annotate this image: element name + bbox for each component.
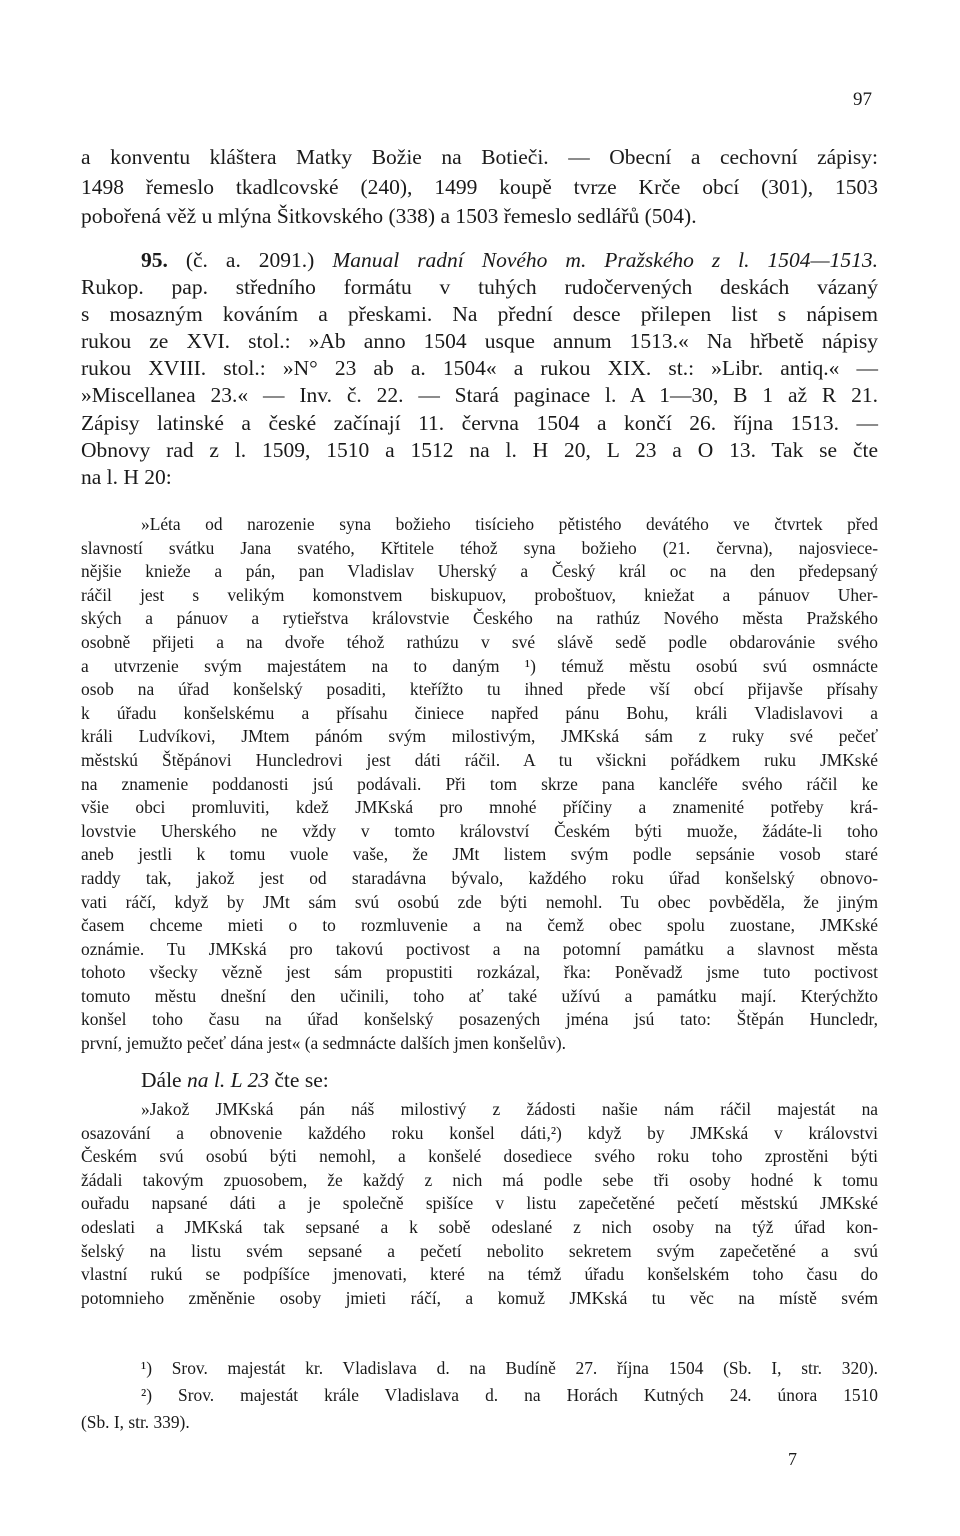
- text-line: 1498 řemeslo tkadlcovské (240), 1499 koupě tvrze Krče obcí (301), 1503: [81, 174, 878, 199]
- quote-line: »Léta od narozenie syna božieho tisícieho pětistého devátého ve čtvrtek před: [141, 514, 878, 534]
- quote-line: odeslati a JMKská tak sepsané a k sobě odeslané z nich osoby na týž úřad kon-: [81, 1216, 878, 1237]
- footnote-1: ¹) Srov. majestát kr. Vladislava d. na Budíně 27. října 1504 (Sb. I, str. 320).: [141, 1358, 878, 1378]
- quote-line: osazování a obnovenie každého roku konšel dáti,²) když by JMKská v královstvi: [81, 1122, 878, 1143]
- text-line: s mosazným kováním a přeskami. Na přední desce přilepen list s nápisem: [81, 302, 878, 327]
- intro-paragraph: [81, 143, 878, 232]
- entry-title: Manual radní Nového m. Pražského z l. 1504—1513.: [332, 248, 879, 272]
- quote-line: tohoto všecky vězně jest sám propustiti rozkázal, řka: Poněvadž jsme tuto poctivost: [81, 962, 878, 983]
- quote-line: ouřadu napsané dáti a je společně spišíce v listu zapečetěné pečetí městskú JMKské: [81, 1193, 878, 1214]
- dale-italic: na l. L 23: [186, 1068, 270, 1092]
- text-line: pobořená věž u mlýna Šitkovského (338) a 1503 řemeslo sedlářů (504).: [81, 204, 697, 228]
- text-line: rukou ze XVI. stol.: »Ab anno 1504 usque annum 1513.« Na hřbetě nápisy: [81, 329, 878, 354]
- signature-mark: 7: [788, 1449, 797, 1469]
- text-line: »Miscellanea 23.« — Inv. č. 22. — Stará paginace l. A 1—30, B 1 až R 21.: [81, 383, 878, 408]
- entry-number: 95.: [141, 248, 168, 272]
- page-number: 97: [853, 89, 872, 110]
- quote-line: městskú Štěpánovi Huncledrovi jest dáti ráčil. A tu všickni pořádkem ruku JMKské: [81, 749, 878, 770]
- quote-line: všie obci promluviti, kdež JMKská pro mnohé příčiny a znamenité potřeby krá-: [81, 797, 878, 818]
- quote-line: časem chceme mieti o to rozmluvenie a na čemž obec spolu zuostane, JMKské: [81, 915, 878, 936]
- dale-suffix: čte se:: [269, 1068, 329, 1092]
- quote-line: aneb jestli k tomu vuole vaše, že JMt listem svým podle sepsánie vosob staré: [81, 844, 878, 865]
- text-line: Zápisy latinské a české začínají 11. června 1504 a končí 26. října 1513. —: [81, 410, 878, 435]
- quote-line: slavností svátku Jana svatého, Křtitele téhož syna božieho (21. června), najosviece-: [81, 537, 878, 558]
- text-line: rukou XVIII. stol.: »N° 23 ab a. 1504« a rukou XIX. st.: »Libr. antiq.« —: [81, 356, 878, 381]
- quote-line: žádali takovým zpuosobem, že každý z nich má podle sebe tři osoby hodné k tomu: [81, 1169, 878, 1190]
- quote-line: na znamenie poddanosti jsú podávali. Při tom skrze pana kancléře svého ráčil ke: [81, 773, 878, 794]
- quote-line: potomnieho změněnie osoby jmieti ráčí, a komuž JMKská tu věc na místě svém: [81, 1287, 878, 1308]
- footnotes: [81, 1355, 878, 1436]
- entry-ref: (č. a. 2091.): [167, 248, 333, 272]
- quote-line: oznámie. Tu JMKská pro takovú poctivost a na potomní památku a slavnost města: [81, 938, 878, 959]
- text-line: a konventu kláštera Matky Božie na Botieči. — Obecní a cechovní zápisy:: [81, 145, 878, 169]
- quote-line: ráčil jest s velikým komonstvem biskupuov, proboštuov, kniežat a pánuov Uher-: [81, 584, 878, 605]
- entry-heading: [81, 247, 878, 274]
- footnote-2-cont: (Sb. I, str. 339).: [81, 1412, 190, 1432]
- text-line: Obnovy rad z l. 1509, 1510 a 1512 na l. H 20, L 23 a O 13. Tak se čte: [81, 437, 878, 462]
- quote-line: »Jakož JMKská pán náš milostivý z žádosti našie nám ráčil majestát na: [141, 1099, 878, 1119]
- footnote-2: ²) Srov. majestát krále Vladislava d. na Horách Kutných 24. února 1510: [141, 1385, 878, 1405]
- text-line: [81, 1066, 878, 1094]
- quote-line: ských a pánuov a rytieřstva královstvie Českého na rathúz Nového města Pražského: [81, 608, 878, 629]
- quote-line: první, jemužto pečeť dána jest« (a sedmnácte dalších jmen konšelův).: [81, 1033, 567, 1054]
- quote-line: šelský na listu svém sepsané a pečetí nebolito sekretem svým zapečetěné a svú: [81, 1240, 878, 1261]
- quote-line: osob na úřad konšelský posaditi, kteřížto tu ihned přede vší obcí přijavše přísahy: [81, 679, 878, 700]
- quotation-1: [81, 513, 878, 1056]
- text-line: na l. H 20:: [81, 464, 172, 489]
- dale-prefix: Dále: [141, 1068, 187, 1092]
- quote-line: osobně přijeti a na dvoře téhož rathúzu v své slávě sedě podle obdarovánie svého: [81, 631, 878, 652]
- entry-95: [81, 247, 878, 491]
- quote-line: a utvrzenie svým majestátem na to daným ¹) témuž městu osobú svú osmnácte: [81, 655, 878, 676]
- quote-line: raddy tak, jakož jest od staradávna bývalo, každého roku úřad konšelský obnovo-: [81, 867, 878, 888]
- quote-line: Českém svú osobú býti nemohl, a konšelé dosediece svého roku toho zprostěni býti: [81, 1146, 878, 1167]
- text-line: Rukop. pap. středního formátu v tuhých rudočervených deskách vázaný: [81, 275, 878, 300]
- quote-line: lovstvie Uherského ne vždy v tomto království Českém býti muože, žádáte-li toho: [81, 820, 878, 841]
- quote-line: k úřadu konšelskému a přísahu činiece napřed pánu Bohu, králi Vladislavovi a: [81, 702, 878, 723]
- quote-line: vlastní rukú se podpíšíce jmenovati, které na témž úřadu konšelském toho času do: [81, 1264, 878, 1285]
- quote-line: konšel toho času na úřad konšelský posazených jména jsú tato: Štěpán Huncledr,: [81, 1009, 878, 1030]
- quotation-2: [81, 1098, 878, 1310]
- quote-line: tomuto městu dnešní den učinili, toho ať také užívú a památku mají. Kterýchžto: [81, 985, 878, 1006]
- quote-line: nějšie knieže a pán, pan Vladislav Uherský a Český král oc na den předepsaný: [81, 561, 878, 582]
- quote-line: vati ráčí, když by JMt sám svú osobú zde býti nemohl. Tu obec povběděla, že jiným: [81, 891, 878, 912]
- section-intro-l-23: [81, 1066, 878, 1094]
- quote-line: králi Ludvíkovi, JMtem pánóm svým milostivým, JMKská sám z ruky své pečeť: [81, 726, 878, 747]
